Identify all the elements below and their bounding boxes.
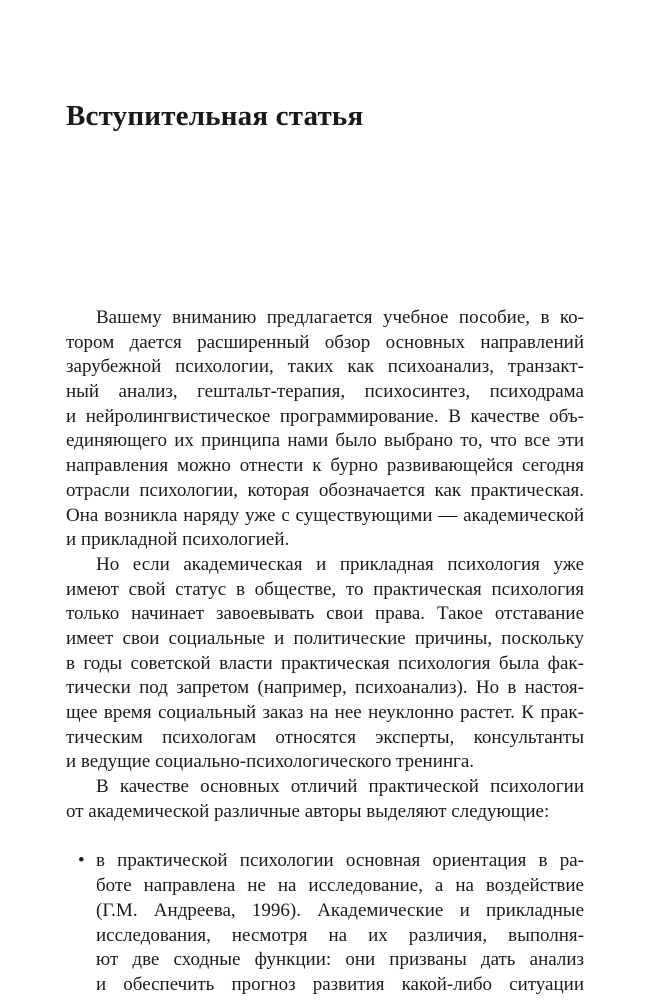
text-line: единяющего их принципа нами было выбрано то, что все эти bbox=[66, 430, 584, 452]
text-line: Она возникла наряду уже с существующими — академической bbox=[66, 504, 584, 526]
paragraph-3 bbox=[66, 775, 584, 824]
text-line: Вашему вниманию предлагается учебное пособие, в ко- bbox=[96, 307, 584, 328]
text-line: ный анализ, гештальт-терапия, психосинтез, психодрама bbox=[66, 381, 584, 403]
text-line: тическим психологам относятся эксперты, консультанты bbox=[66, 726, 584, 748]
text-line: отрасли психологии, которая обозначается как практическая. bbox=[66, 479, 584, 501]
text-line: и прикладной психологией. bbox=[66, 529, 290, 551]
text-line: и обеспечить прогноз развития какой-либо ситуации bbox=[96, 973, 584, 995]
text-line: направления можно отнести к бурно развивающейся сегодня bbox=[66, 455, 584, 477]
text-line: тически под запретом (например, психоанализ). Но в настоя- bbox=[66, 677, 584, 699]
text-line: и ведущие социально-психологического тренинга. bbox=[66, 751, 475, 773]
text-line: имеет свои социальные и политические причины, поскольку bbox=[66, 627, 584, 649]
text-line: от академической различные авторы выделяют следующие: bbox=[66, 800, 550, 822]
bullet-marker: • bbox=[78, 850, 85, 872]
chapter-body bbox=[66, 306, 584, 998]
text-line: зарубежной психологии, таких как психоанализ, транзакт- bbox=[66, 356, 584, 378]
text-line: тором дается расширенный обзор основных направлений bbox=[66, 331, 584, 353]
text-line: в практической психологии основная ориентация в ра- bbox=[96, 850, 584, 872]
text-line: щее время социальный заказ на нее неуклонно растет. К прак- bbox=[66, 702, 584, 723]
chapter-title: Вступительная статья bbox=[66, 100, 364, 132]
paragraph-2 bbox=[66, 553, 584, 775]
text-line: В качестве основных отличий практической психологии bbox=[96, 776, 584, 798]
bullet-item bbox=[66, 849, 584, 997]
text-line: боте направлена не на исследование, а на воздействие bbox=[96, 875, 584, 897]
text-line: и нейролингвистическое программирование. В качестве объ- bbox=[66, 405, 584, 427]
text-line: ют две сходные функции: они призваны дать анализ bbox=[96, 949, 584, 971]
text-line: Но если академическая и прикладная психология уже bbox=[96, 553, 584, 575]
text-line: исследования, несмотря на их различия, выполня- bbox=[96, 924, 584, 946]
text-line: в годы советской власти практическая психология была фак- bbox=[66, 652, 584, 674]
text-line: имеют свой статус в обществе, то практическая психология bbox=[66, 578, 584, 600]
paragraph-1 bbox=[66, 306, 584, 553]
spacer bbox=[66, 824, 584, 849]
text-line: (Г.М. Андреева, 1996). Академические и прикладные bbox=[96, 899, 584, 921]
text-line: только начинает завоевывать свои права. Такое отставание bbox=[66, 603, 584, 625]
